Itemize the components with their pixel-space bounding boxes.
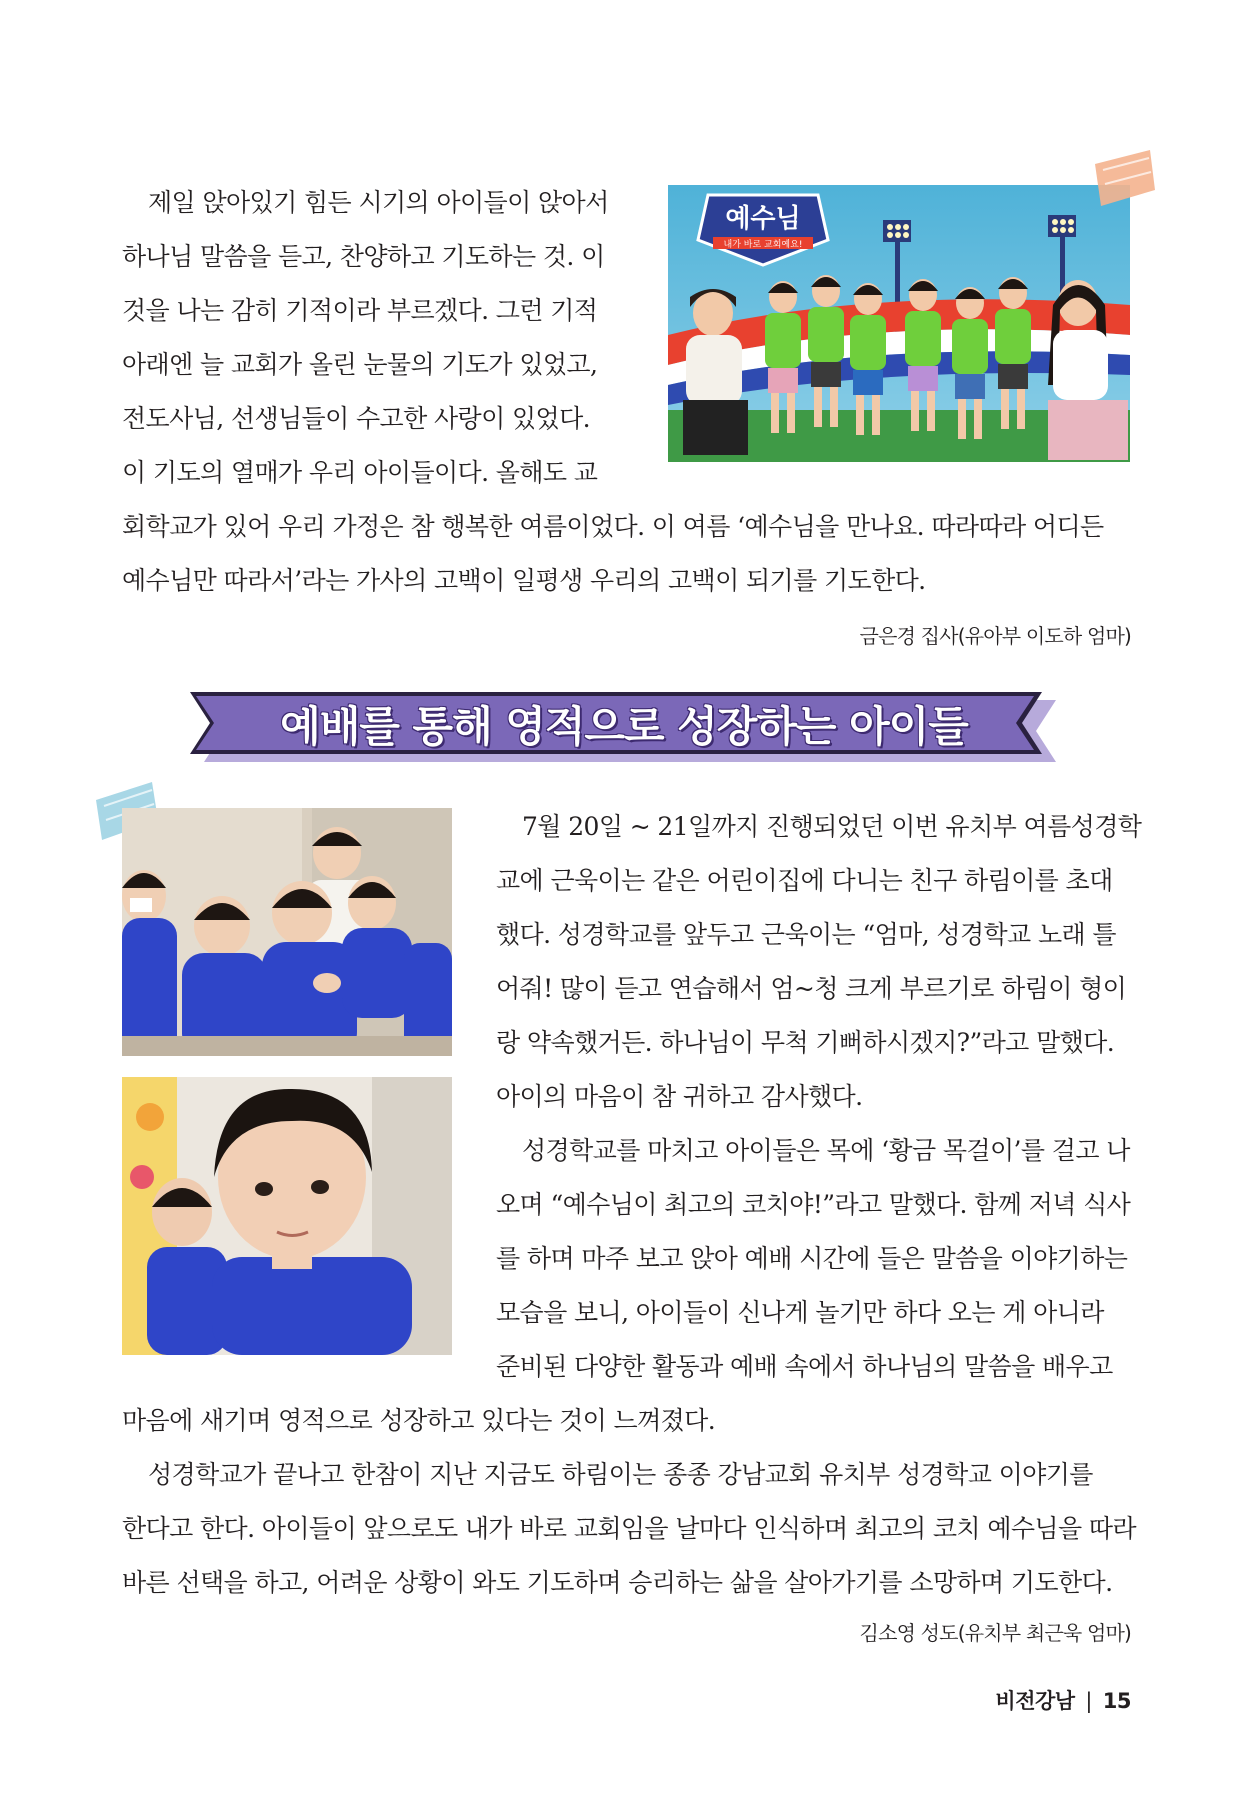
- page-number: 15: [1102, 1689, 1131, 1713]
- group-photo: [668, 185, 1130, 462]
- photo-banner-subtitle: 내가 바로 교회예요!: [723, 240, 803, 250]
- section-title-banner: [186, 690, 1062, 762]
- text-line: 어줘! 많이 듣고 연습해서 엄~청 크게 부르기로 하림이 형이: [496, 974, 1127, 1003]
- photo-banner-title: 예수님: [725, 204, 801, 234]
- text-line: 오며 “예수님이 최고의 코치야!”라고 말했다. 함께 저녁 식사: [496, 1190, 1131, 1219]
- kids-worship-photo: [122, 808, 452, 1056]
- text-line: 7월 20일 ~ 21일까지 진행되었던 이번 유치부 여름성경학: [522, 812, 1142, 841]
- text-line: 하나님 말씀을 듣고, 찬양하고 기도하는 것. 이: [122, 242, 605, 271]
- text-line: 전도사님, 선생님들이 수고한 사랑이 있었다.: [122, 404, 590, 433]
- text-line: 제일 앉아있기 힘든 시기의 아이들이 앉아서: [148, 188, 609, 217]
- section2-paragraph-full: [122, 1394, 1136, 1610]
- text-line: 성경학교가 끝나고 한참이 지난 지금도 하림이는 종종 강남교회 유치부 성경학교 이야기를: [148, 1460, 1093, 1489]
- text-line: 모습을 보니, 아이들이 신나게 놀기만 하다 오는 게 아니라: [496, 1298, 1104, 1327]
- boy-selfie-photo: [122, 1077, 452, 1355]
- text-line: 회학교가 있어 우리 가정은 참 행복한 여름이었다. 이 여름 ‘예수님을 만나요. 따라따라 어디든: [122, 512, 1104, 541]
- section1-paragraph-beside-photo: [122, 176, 622, 500]
- section2-paragraph-beside-photos: [496, 800, 1142, 1394]
- signature-2: 김소영 성도(유치부 최근욱 엄마): [859, 1621, 1131, 1645]
- text-line: 바른 선택을 하고, 어려운 상황이 와도 기도하며 승리하는 삶을 살아가기를 소망하며 기도한다.: [122, 1568, 1113, 1597]
- section-title: 예배를 통해 영적으로 성장하는 아이들: [280, 702, 968, 751]
- signature-1: 금은경 집사(유아부 이도하 엄마): [859, 624, 1131, 648]
- text-line: 성경학교를 마치고 아이들은 목에 ‘황금 목걸이’를 걸고 나: [522, 1136, 1130, 1165]
- text-line: 를 하며 마주 보고 앉아 예배 시간에 들은 말씀을 이야기하는: [496, 1244, 1128, 1273]
- text-line: 것을 나는 감히 기적이라 부르겠다. 그런 기적: [122, 296, 598, 325]
- text-line: 아래엔 늘 교회가 올린 눈물의 기도가 있었고,: [122, 350, 598, 379]
- text-line: 교에 근욱이는 같은 어린이집에 다니는 친구 하림이를 초대: [496, 866, 1113, 895]
- page-footer: [995, 1685, 1131, 1715]
- text-line: 마음에 새기며 영적으로 성장하고 있다는 것이 느껴졌다.: [122, 1406, 716, 1435]
- text-line: 랑 약속했거든. 하나님이 무척 기뻐하시겠지?”라고 말했다.: [496, 1028, 1115, 1057]
- text-line: 했다. 성경학교를 앞두고 근욱이는 “엄마, 성경학교 노래 틀: [496, 920, 1116, 949]
- section1-paragraph-full: [122, 500, 1132, 608]
- text-line: 한다고 한다. 아이들이 앞으로도 내가 바로 교회임을 날마다 인식하며 최고의 코치 예수님을 따라: [122, 1514, 1136, 1543]
- text-line: 준비된 다양한 활동과 예배 속에서 하나님의 말씀을 배우고: [496, 1352, 1113, 1381]
- footer-separator: |: [1085, 1689, 1092, 1713]
- text-line: 아이의 마음이 참 귀하고 감사했다.: [496, 1082, 863, 1111]
- text-line: 이 기도의 열매가 우리 아이들이다. 올해도 교: [122, 458, 598, 487]
- text-line: 예수님만 따라서’라는 가사의 고백이 일평생 우리의 고백이 되기를 기도한다.: [122, 566, 926, 595]
- magazine-name: 비전강남: [995, 1689, 1075, 1713]
- decorative-tape-orange: [1095, 150, 1155, 206]
